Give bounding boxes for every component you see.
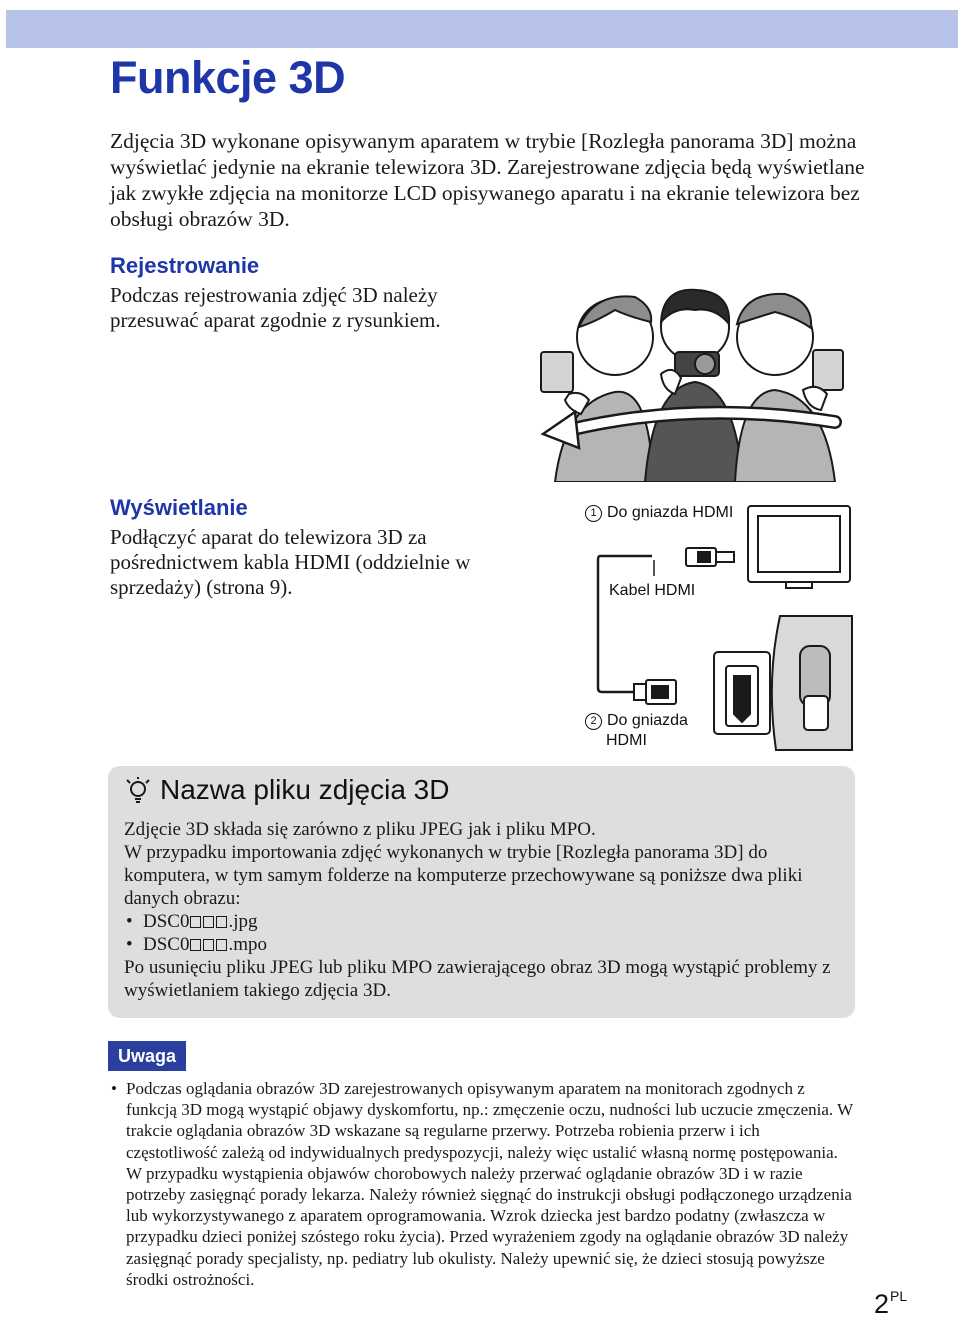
hdmi-socket-label-1: 1 Do gniazda HDMI (585, 503, 733, 523)
hdmi-cable (598, 556, 652, 692)
list-item: • DSC0 .jpg (124, 910, 844, 933)
page-title: Funkcje 3D (110, 52, 346, 103)
recording-text: Podczas rejestrowania zdjęć 3D należy przesuwać aparat zgodnie z rysunkiem. (110, 283, 441, 332)
step-number-1: 1 (585, 505, 602, 522)
tv-icon (748, 506, 850, 588)
list-item: • DSC0 .mpo (124, 933, 844, 956)
camera-body (714, 616, 852, 750)
panorama-sweep-illustration (535, 282, 855, 482)
lightbulb-icon (124, 777, 154, 807)
hint-title: Nazwa pliku zdjęcia 3D (160, 774, 450, 805)
cable-label: Kabel HDMI (609, 582, 696, 599)
note-item: • Podczas oglądania obrazów 3D zarejestrowanych opisywanym aparatem na monitorach zgodnych z funkcją 3D mogą wystąpić objawy dyskomfortu, np.: zmęczenie oczu, nudności lub uczucie zmęczenia. W trakcie oglądania obrazów 3D wskazane są regularne przerwy. Potrzeba robienia przerw i ich częstotliwość zależą od indywidualnych predyspozycji, należy więc ustalić własną normę postępowania. W przypadku wystąpienia objawów chorobowych należy przerwać oglądanie obrazów 3D i w razie potrzeby zasięgnąć porady lekarza. Należy również sięgnąć do instrukcji obsługi podłączonego urządzenia lub wykorzystywanego z aparatem oprogramowania. Wzrok dziecka jest bardzo podatny (zwłaszcza w przypadku dzieci poniżej szóstego roku życia). Przed wyrażeniem zgody na oglądanie obrazów 3D należy zasięgnąć porady specjalisty, np. pediatry lub okulisty. Należy upewnić się, że dzieci stosują powyższe środki ostrożności. (108, 1078, 853, 1290)
file-list (124, 910, 844, 956)
display-text: Podłączyć aparat do telewizora 3D za pośrednictwem kabla HDMI (oddzielnie w sprzedaży) (strona 9). (110, 525, 471, 599)
sweep-arrowhead (543, 412, 579, 448)
step-number-2: 2 (585, 713, 602, 730)
person-right (735, 294, 843, 482)
hint-line-2: W przypadku importowania zdjęć wykonanych w trybie [Rozległa panorama 3D] do komputera, w tym samym folderze na komputerze przechowywane są poniższe dwa pliki danych obrazu: (124, 842, 803, 909)
hdmi-socket-label-2: 2 Do gniazda HDMI (585, 711, 688, 751)
recording-heading: Rejestrowanie (110, 253, 260, 278)
hdmi-connection-diagram (590, 500, 860, 760)
hint-line-3: Po usunięciu pliku JPEG lub pliku MPO zawierającego obraz 3D mogą wystąpić problemy z wyświetlaniem takiego zdjęcia 3D. (124, 957, 831, 1001)
hint-line-1: Zdjęcie 3D składa się zarówno z pliku JPEG jak i pliku MPO. (124, 819, 596, 840)
display-heading: Wyświetlanie (110, 495, 248, 520)
page-language: PL (890, 1288, 908, 1304)
note-list (108, 1078, 853, 1290)
intro-paragraph: Zdjęcia 3D wykonane opisywanym aparatem w trybie [Rozległa panorama 3D] można wyświetlać jedynie na ekranie telewizora 3D. Zarejestrowane zdjęcia będą wyświetlane jak zwykłe zdjęcia na monitorze LCD opisywanego aparatu i na ekranie telewizora bez obsługi obrazów 3D. (110, 129, 865, 231)
hdmi-plug-bottom (634, 680, 676, 704)
person-center (645, 290, 743, 482)
person-left (541, 296, 653, 482)
note-badge: Uwaga (108, 1041, 186, 1071)
page-number: $2^{PL}$ (874, 1288, 908, 1319)
hint-body (124, 818, 844, 1002)
hdmi-plug-top (686, 548, 734, 566)
header-bar (6, 10, 958, 48)
